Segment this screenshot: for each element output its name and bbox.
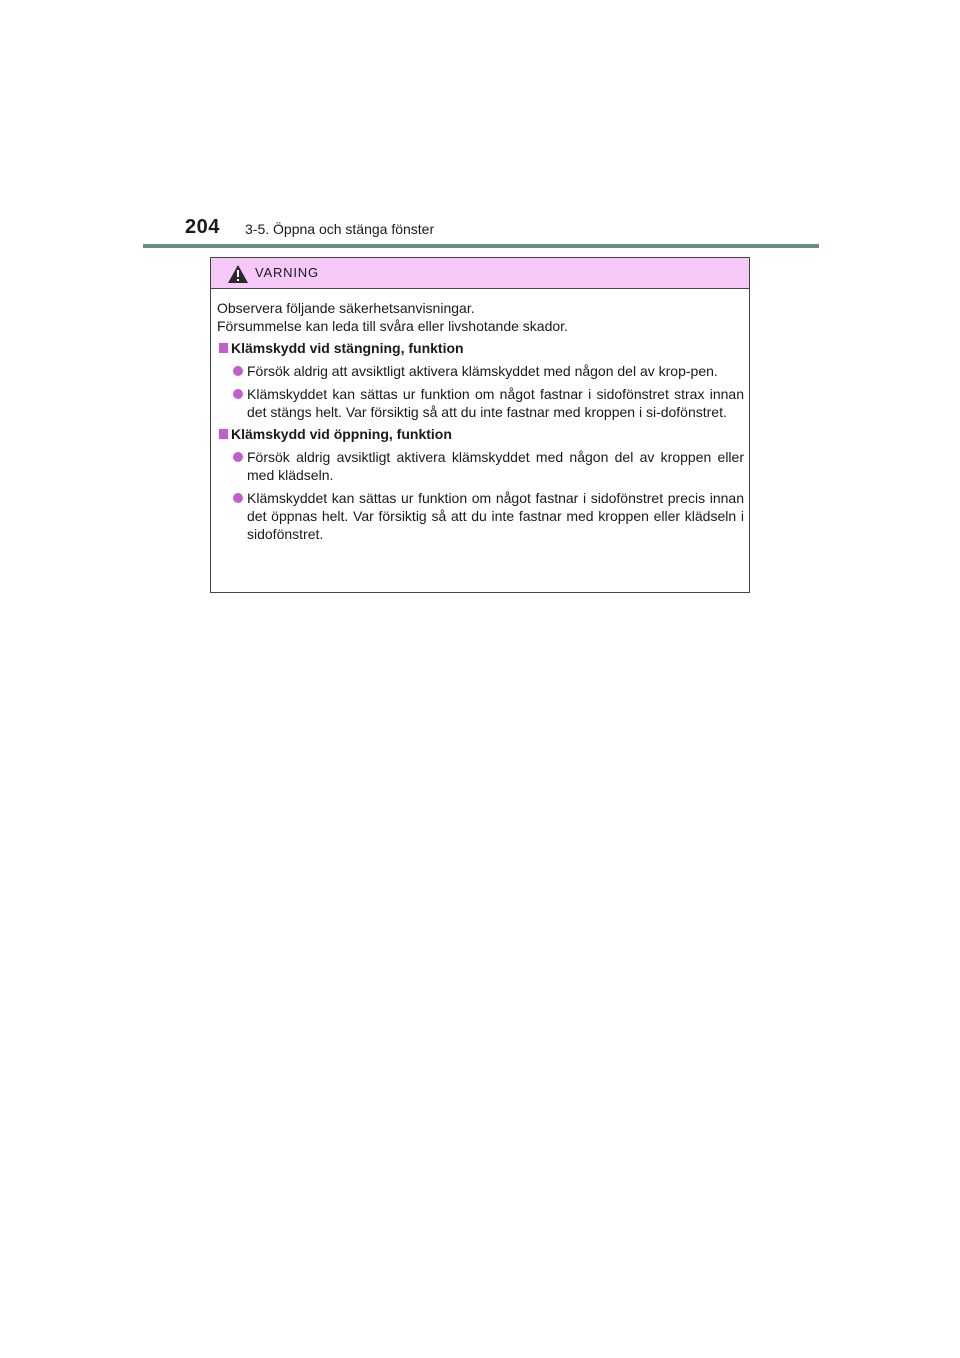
subsection-title: Klämskydd vid öppning, funktion [231,426,452,442]
section-title: 3-5. Öppna och stänga fönster [245,221,435,237]
subsection-title: Klämskydd vid stängning, funktion [231,340,464,356]
intro-line: Observera följande säkerhetsanvisningar. [217,300,475,316]
page-number: 204 [185,216,220,238]
list-item-text: Klämskyddet kan sättas ur funktion om något fastnar i sidofönstret strax innan det stängs helt. Var försiktig så att du inte fastnar med kroppen i si-dofönstret. [247,386,744,420]
square-bullet-icon [219,343,228,353]
list-item-text: Försök aldrig avsiktligt aktivera klämskyddet med någon del av kroppen eller med klädseln. [247,449,744,483]
list-item [217,362,744,380]
circle-bullet-icon [233,452,243,462]
list-item [217,489,744,543]
warning-label: VARNING [255,265,319,280]
circle-bullet-icon [233,389,243,399]
circle-bullet-icon [233,366,243,376]
circle-bullet-icon [233,493,243,503]
list-item [217,448,744,484]
warning-triangle-icon [227,264,249,284]
warning-intro [217,299,744,335]
subsection-heading [217,339,744,357]
warning-header [211,258,749,289]
intro-line: Försummelse kan leda till svåra eller livshotande skador. [217,318,568,334]
page-header [185,216,825,244]
subsection-heading [217,425,744,443]
list-item-text: Klämskyddet kan sättas ur funktion om något fastnar i sidofönstret precis innan det öppnas helt. Var försiktig så att du inte fastnar med kroppen eller klädseln i sidofönstret. [247,490,744,542]
header-rule [143,244,819,248]
square-bullet-icon [219,429,228,439]
list-item [217,385,744,421]
warning-body [211,289,749,543]
warning-box [210,257,750,593]
list-item-text: Försök aldrig att avsiktligt aktivera klämskyddet med någon del av krop-pen. [247,363,718,379]
